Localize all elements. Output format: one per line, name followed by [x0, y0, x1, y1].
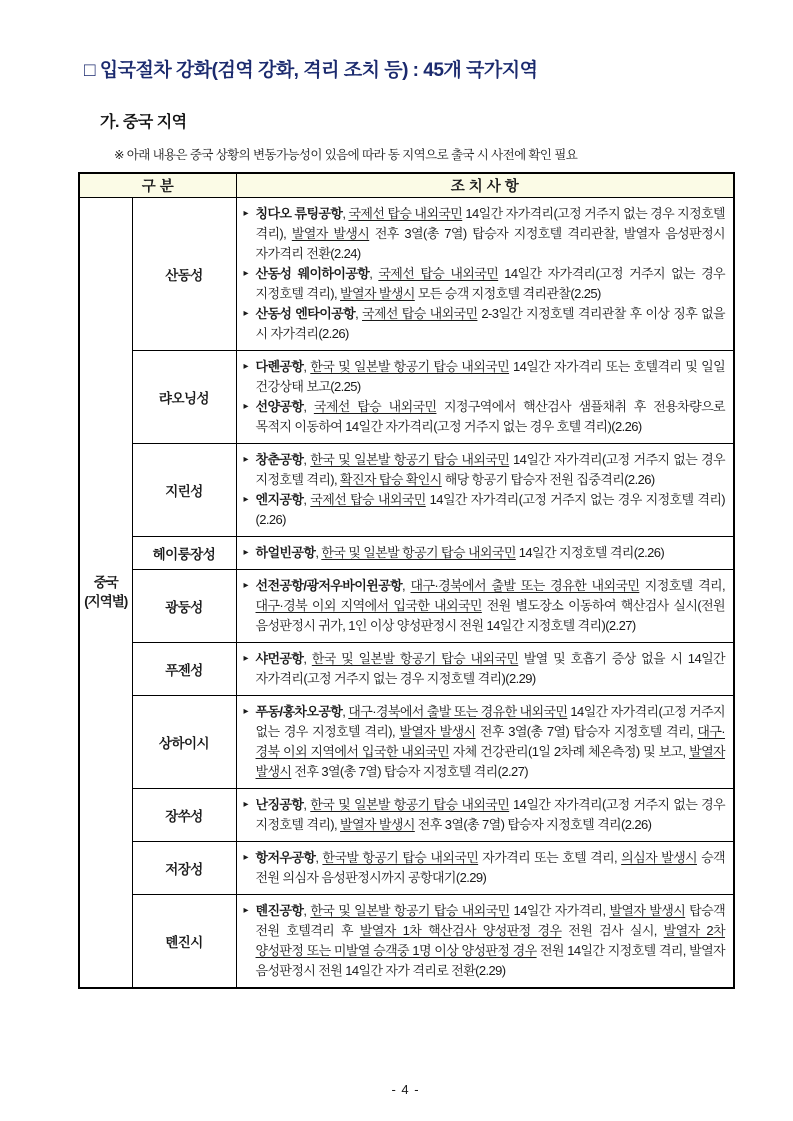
measure-item — [244, 490, 726, 530]
bullet-icon: ▸ — [243, 653, 248, 664]
region-cell: 저장성 — [132, 842, 236, 895]
measure-text: 탑승객 전원 호텔격리 후 — [255, 903, 726, 938]
measure-text: , — [303, 651, 312, 666]
bullet-icon: ▸ — [243, 852, 248, 863]
measure-text: , — [303, 359, 311, 374]
measure-item — [244, 264, 726, 304]
bullet-icon: ▸ — [243, 268, 248, 279]
measure-text: 지정호텔 격리, — [639, 578, 725, 593]
bullet-icon: ▸ — [243, 401, 248, 412]
measure-text: 14일간 자가격리, — [509, 903, 610, 918]
measure-text: 14일간 자가격리(고정 거주지 없는 경우 지정호텔 격리), — [255, 797, 726, 832]
measure-item — [244, 702, 726, 782]
underlined-phrase: 발열자 발생시 — [340, 817, 415, 832]
underlined-phrase: 한국 및 일본발 항공기 탑승 내외국민 — [310, 903, 510, 918]
document-page — [78, 55, 733, 1097]
measure-text: 14일간 지정호텔 격리(2.26) — [515, 545, 665, 560]
underlined-phrase: 한국 및 일본발 항공기 탑승 내외국민 — [311, 651, 519, 666]
bullet-icon: ▸ — [243, 308, 248, 319]
measure-item — [244, 901, 726, 981]
airport-name: 산동성 엔타이공항 — [255, 306, 356, 321]
measure-text: 해당 항공기 탑승자 전원 집중격리(2.26) — [441, 472, 655, 487]
measures-cell — [236, 842, 734, 895]
measure-text: , — [303, 903, 311, 918]
measure-text: 전원 검사 실시, — [561, 923, 664, 938]
region-cell: 톈진시 — [132, 895, 236, 989]
measure-text: 2-3일간 지정호텔 격리관찰 후 이상 징후 없을 시 자가격리(2.26) — [255, 306, 726, 341]
airport-name: 난징공항 — [255, 797, 304, 812]
measures-cell — [236, 789, 734, 842]
underlined-phrase: 발열자 발생시 — [340, 286, 415, 301]
underlined-phrase: 국제선 탑승 내외국민 — [310, 492, 426, 507]
region-cell: 지린성 — [132, 444, 236, 537]
airport-name: 칭다오 류팅공항 — [255, 206, 343, 221]
table-row — [79, 537, 734, 570]
table-row — [79, 789, 734, 842]
measures-cell — [236, 537, 734, 570]
underlined-phrase: 국제선 탑승 내외국민 — [362, 306, 478, 321]
measure-text: , — [342, 704, 349, 719]
underlined-phrase: 발열자 발생시 — [291, 226, 370, 241]
table-row — [79, 444, 734, 537]
underlined-phrase: 국제선 탑승 내외국민 — [378, 266, 499, 281]
measure-item — [244, 357, 726, 397]
measure-text: 14일간 자가격리(고정 거주지 없는 경우 지정호텔 격리), — [255, 452, 726, 487]
underlined-phrase: 한국 및 일본발 항공기 탑승 내외국민 — [310, 359, 510, 374]
measure-text: 전후 3열(총 7열) 탑승자 지정호텔 격리, — [475, 724, 698, 739]
airport-name: 하얼빈공항 — [255, 545, 316, 560]
bullet-icon: ▸ — [243, 547, 248, 558]
airport-name: 선전공항/광저우바이윈공항 — [255, 578, 403, 593]
page-number: - 4 - — [391, 1082, 420, 1097]
underlined-phrase: 한국 및 일본발 항공기 탑승 내외국민 — [310, 797, 510, 812]
measure-text: 전후 3열(총 7열) 탑승자 지정호텔 격리(2.27) — [291, 764, 528, 779]
table-row — [79, 198, 734, 351]
measure-text: 전후 3열(총 7열) 탑승자 지정호텔 격리(2.26) — [414, 817, 652, 832]
measure-item — [244, 204, 726, 264]
column-header-category: 구 분 — [79, 173, 236, 198]
measure-item — [244, 304, 726, 344]
table-row — [79, 351, 734, 444]
bullet-icon: ▸ — [243, 454, 248, 465]
airport-name: 항저우공항 — [255, 850, 316, 865]
underlined-phrase: 의심자 발생시 — [621, 850, 697, 865]
measures-cell — [236, 696, 734, 789]
measure-text: , — [303, 492, 311, 507]
measure-text: , — [303, 452, 311, 467]
table-row — [79, 643, 734, 696]
airport-name: 엔지공항 — [255, 492, 304, 507]
measure-text: , — [303, 797, 311, 812]
group-label-line: 중국 — [93, 575, 118, 591]
measure-text: 자체 건강관리(1일 2차례 체온측정) 및 보고, — [449, 744, 690, 759]
measure-text: , — [303, 399, 314, 414]
measures-cell — [236, 895, 734, 989]
bullet-icon: ▸ — [243, 706, 248, 717]
note-text: ※ 아래 내용은 중국 상황의 변동가능성이 있음에 따라 동 지역으로 출국 시 사전에 확인 필요 — [114, 148, 578, 162]
measure-item — [244, 397, 726, 437]
measure-text: , — [342, 206, 349, 221]
airport-name: 다롄공항 — [255, 359, 304, 374]
underlined-phrase: 발열자 발생시 — [609, 903, 686, 918]
bullet-icon: ▸ — [243, 208, 248, 219]
measure-text: 승객 전원 의심자 음성판정시까지 공항대기(2.29) — [255, 850, 725, 885]
group-label-line: (지역별) — [84, 593, 128, 609]
airport-name: 푸동/홍차오공항 — [255, 704, 343, 719]
bullet-icon: ▸ — [243, 361, 248, 372]
underlined-phrase: 발열자 1차 핵산검사 양성판정 경우 — [359, 923, 562, 938]
underlined-phrase: 한국 및 일본발 항공기 탑승 내외국민 — [321, 545, 516, 560]
measure-text: 발열 및 호흡기 증상 없을 시 14일간 자가격리(고정 거주지 없는 경우 지정호텔 격리)(2.29) — [255, 651, 725, 686]
measure-text: 14일간 자가격리(고정 거주지 없는 경우 지정호텔 격리)(2.26) — [255, 492, 726, 527]
underlined-phrase: 대구·경북 이외 지역에서 입국한 내외국민 — [255, 598, 482, 613]
airport-name: 톈진공항 — [255, 903, 304, 918]
table-row — [79, 895, 734, 989]
measures-cell — [236, 570, 734, 643]
region-cell: 헤이룽장성 — [132, 537, 236, 570]
table-header-row — [79, 173, 734, 198]
measure-item — [244, 543, 726, 563]
underlined-phrase: 대구·경북에서 출발 또는 경유한 내외국민 — [410, 578, 640, 593]
measure-item — [244, 450, 726, 490]
underlined-phrase: 대구·경북 이외 지역에서 입국한 내외국민 — [255, 724, 726, 759]
airport-name: 창춘공항 — [255, 452, 304, 467]
underlined-phrase: 발열자 2차 양성판정 또는 미발열 승객중 1명 이상 양성판정 경우 — [255, 923, 726, 958]
underlined-phrase: 발열자 발생시 — [255, 744, 726, 779]
measure-text: , — [369, 266, 379, 281]
measure-text: 모든 승객 지정호텔 격리관찰(2.25) — [414, 286, 601, 301]
underlined-phrase: 대구·경북에서 출발 또는 경유한 내외국민 — [348, 704, 568, 719]
measure-text: 지정구역에서 핵산검사 샘플채취 후 전용차량으로 목적지 이동하여 14일간 자가격리(고정 거주지 없는 경우 호텔 격리)(2.26) — [255, 399, 725, 434]
underlined-phrase: 국제선 탑승 내외국민 — [348, 206, 463, 221]
airport-name: 선양공항 — [255, 399, 304, 414]
region-cell: 광둥성 — [132, 570, 236, 643]
measure-item — [244, 848, 726, 888]
measures-cell — [236, 444, 734, 537]
table-row — [79, 842, 734, 895]
measure-text: 전원 별도장소 이동하여 핵산검사 실시(전원 음성판정시 귀가, 1인 이상 양성판정시 전원 14일간 지정호텔 격리)(2.27) — [255, 598, 725, 633]
underlined-phrase: 발열자 발생시 — [399, 724, 476, 739]
measure-text: , — [355, 306, 363, 321]
measure-text: 14일간 자가격리(고정 거주지 없는 경우 지정호텔 격리), — [255, 206, 726, 241]
measure-text: 전원 14일간 지정호텔 격리, 발열자 음성판정시 전원 14일간 자가 격리로 전환(2.29) — [255, 943, 726, 978]
measure-item — [244, 795, 726, 835]
measures-table — [78, 172, 735, 989]
table-row — [79, 696, 734, 789]
measure-text: 자가격리 또는 호텔 격리, — [478, 850, 622, 865]
measure-item — [244, 576, 726, 636]
measure-text: , — [402, 578, 411, 593]
section-title: 가. 중국 지역 — [100, 114, 187, 131]
measure-text: 전후 3열(총 7열) 탑승자 지정호텔 격리관찰, 발열자 음성판정시 자가격리 전환(2.24) — [255, 226, 726, 261]
bullet-icon: ▸ — [243, 905, 248, 916]
bullet-icon: ▸ — [243, 799, 248, 810]
measure-item — [244, 649, 726, 689]
group-label-cell — [79, 198, 132, 989]
airport-name: 샤먼공항 — [255, 651, 304, 666]
region-cell: 상하이시 — [132, 696, 236, 789]
region-cell: 랴오닝성 — [132, 351, 236, 444]
measures-cell — [236, 198, 734, 351]
measure-text: 14일간 자가격리(고정 거주지 없는 경우 지정호텔 격리), — [255, 266, 726, 301]
bullet-icon: ▸ — [243, 580, 248, 591]
region-cell: 푸젠성 — [132, 643, 236, 696]
table-row — [79, 570, 734, 643]
region-cell: 장쑤성 — [132, 789, 236, 842]
measure-text: , — [315, 545, 322, 560]
underlined-phrase: 확진자 탑승 확인시 — [340, 472, 442, 487]
measure-text: 14일간 자가격리(고정 거주지 없는 경우 지정호텔 격리), — [255, 704, 726, 739]
region-cell: 산동성 — [132, 198, 236, 351]
measures-cell — [236, 643, 734, 696]
measure-text: 14일간 자가격리 또는 호텔격리 및 일일 건강상태 보고(2.25) — [255, 359, 726, 394]
bullet-icon: ▸ — [243, 494, 248, 505]
underlined-phrase: 한국발 항공기 탑승 내외국민 — [322, 850, 479, 865]
measure-text: , — [315, 850, 323, 865]
airport-name: 산동성 웨이하이공항 — [255, 266, 370, 281]
column-header-measures: 조 치 사 항 — [236, 173, 734, 198]
underlined-phrase: 국제선 탑승 내외국민 — [313, 399, 437, 414]
page-title: □ 입국절차 강화(검역 강화, 격리 조치 등) : 45개 국가지역 — [84, 60, 538, 81]
measures-cell — [236, 351, 734, 444]
underlined-phrase: 한국 및 일본발 항공기 탑승 내외국민 — [310, 452, 510, 467]
